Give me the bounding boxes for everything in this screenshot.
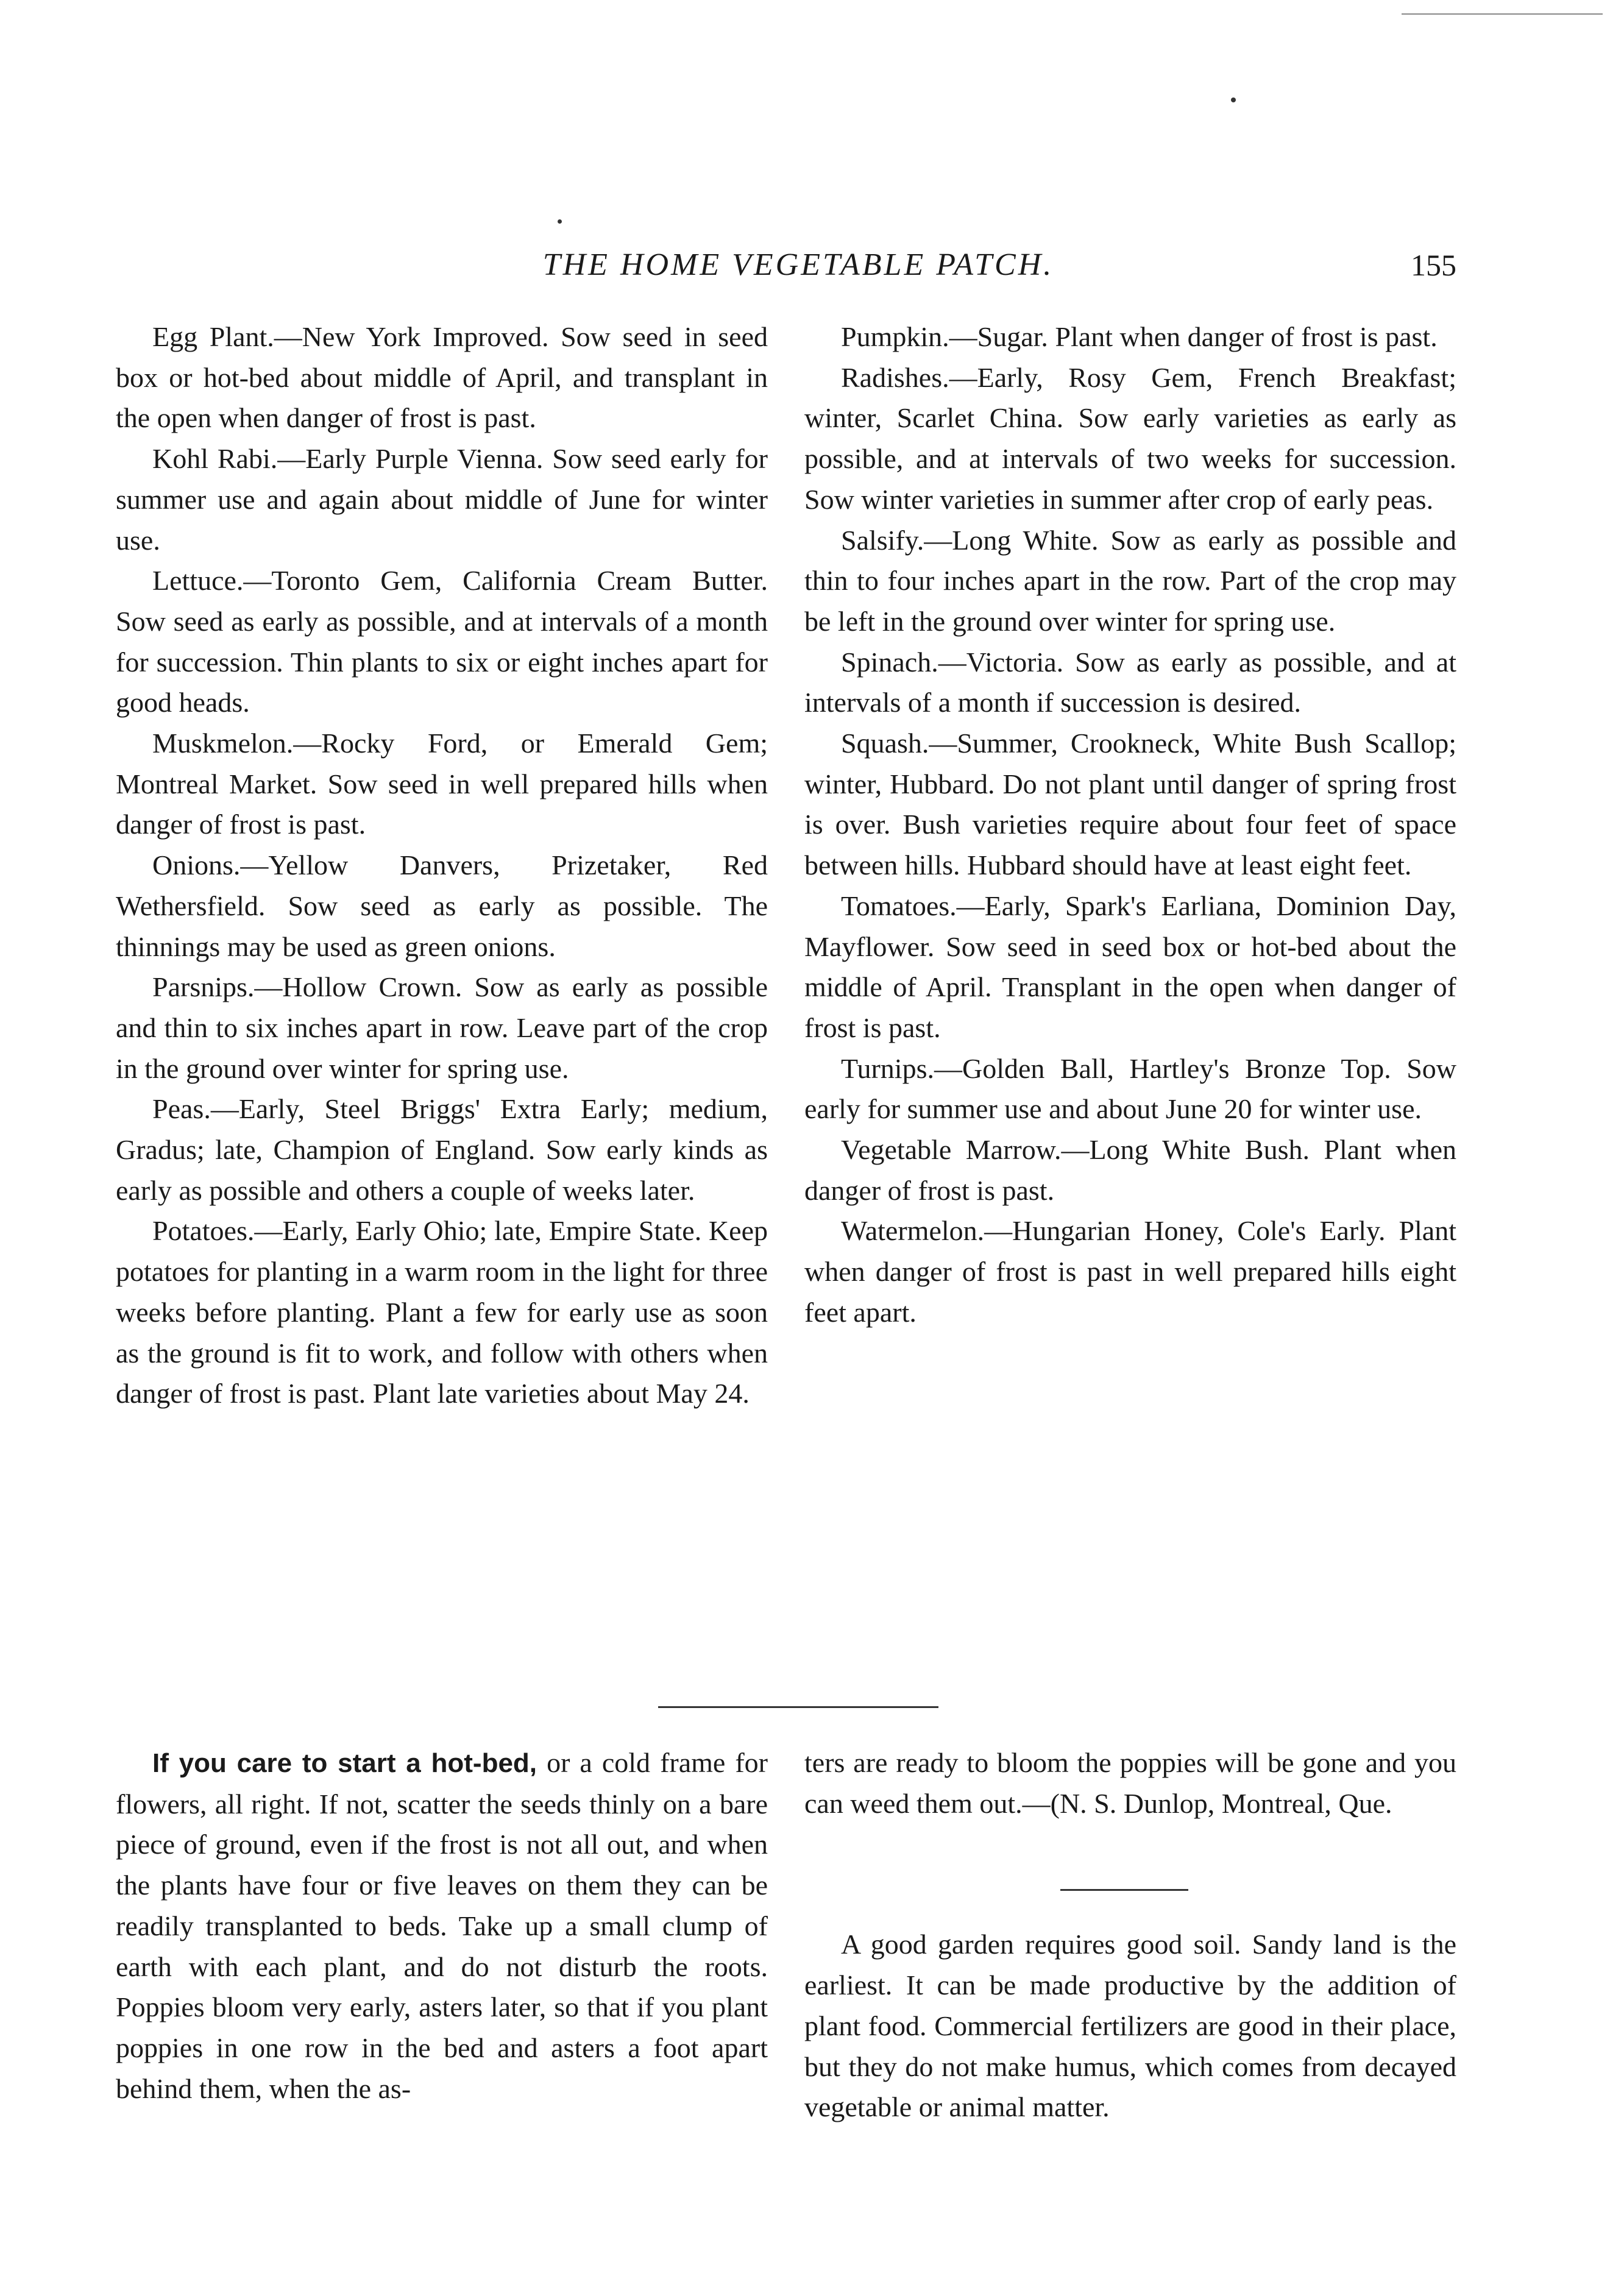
hotbed-body: or a cold frame for flowers, all right. If not, scatter the seeds thinly on a bare piece of ground, even if the frost is not all out, and when the plants have four or five leaves on them they can be readily transplanted to beds. Take up a small clump of earth with each plant, and do not disturb the roots. Poppies bloom very early, asters later, so that if you plant poppies in one row in the bed and asters a foot apart behind them, when the as- [116,1747,768,2104]
entry-peas: Peas.—Early, Steel Briggs' Extra Early; medium, Gradus; late, Champion of England. Sow early kinds as early as possible and others a couple of weeks later. [116,1093,768,1206]
entry-parsnips: Parsnips.—Hollow Crown. Sow as early as possible and thin to six inches apart in row. Leave part of the crop in the ground over winter for spring use. [116,971,768,1084]
soil-note: A good garden requires good soil. Sandy land is the earliest. It can be made productive by the addition of plant food. Commercial fertilizers are good in their place, but they do not make humus, which comes from decayed vegetable or animal matter. [804,1929,1456,2123]
ink-speck [1231,97,1236,102]
note-divider [1060,1889,1188,1891]
entry-turnips: Turnips.—Golden Ball, Hartley's Bronze Top. Sow early for summer use and about June 20 for winter use. [804,1052,1456,1125]
right-column-top [804,317,1456,1333]
left-column-top [116,317,768,1414]
hotbed-note [116,1743,768,2109]
entry-watermelon: Watermelon.—Hungarian Honey, Cole's Early. Plant when danger of frost is past in well prepared hills eight feet apart. [804,1215,1456,1328]
corner-rule [1402,13,1603,15]
entry-squash: Squash.—Summer, Crookneck, White Bush Scallop; winter, Hubbard. Do not plant until danger of spring frost is over. Bush varieties require about four feet of space between hills. Hubbard should have at least eight feet. [804,728,1456,881]
page-number: 155 [1411,248,1456,282]
ink-speck [558,219,562,224]
hotbed-lead-in: If you care to start a hot-bed, [152,1748,537,1778]
entry-lettuce: Lettuce.—Toronto Gem, California Cream Butter. Sow seed as early as possible, and at intervals of a month for succession. Thin plants to six or eight inches apart for good heads. [116,565,768,718]
hotbed-paragraph [116,1743,768,2109]
entry-onions: Onions.—Yellow Danvers, Prizetaker, Red Wethersfield. Sow seed as early as possible. The thinnings may be used as green onions. [116,849,768,962]
hotbed-continued: ters are ready to bloom the poppies will be gone and you can weed them out.—(N. S. Dunlop, Montreal, Que. [804,1747,1456,1819]
entry-egg-plant: Egg Plant.—New York Improved. Sow seed in seed box or hot-bed about middle of April, and transplant in the open when danger of frost is past. [116,321,768,434]
running-title: THE HOME VEGETABLE PATCH. [542,247,1054,282]
entry-spinach: Spinach.—Victoria. Sow as early as possible, and at intervals of a month if succession is desired. [804,646,1456,718]
entry-potatoes: Potatoes.—Early, Early Ohio; late, Empire State. Keep potatoes for planting in a warm room in the light for three weeks before planting. Plant a few for early use as soon as the ground is fit to work, and follow with others when danger of frost is past. Plant late varieties about May 24. [116,1215,768,1409]
entry-kohl-rabi: Kohl Rabi.—Early Purple Vienna. Sow seed early for summer use and again about middle of June for winter use. [116,443,768,556]
entry-salsify: Salsify.—Long White. Sow as early as possible and thin to four inches apart in the row. Part of the crop may be left in the ground over winter for spring use. [804,524,1456,637]
entry-muskmelon: Muskmelon.—Rocky Ford, or Emerald Gem; Montreal Market. Sow seed in well prepared hills when danger of frost is past. [116,728,768,840]
entry-vegetable-marrow: Vegetable Marrow.—Long White Bush. Plant when danger of frost is past. [804,1134,1456,1206]
section-divider [658,1706,938,1708]
entry-pumpkin: Pumpkin.—Sugar. Plant when danger of frost is past. [841,321,1438,352]
entry-radishes: Radishes.—Early, Rosy Gem, French Breakfast; winter, Scarlet China. Sow early varieties as early as possible, and at intervals of two weeks for succession. Sow winter varieties in summer after crop of early peas. [804,361,1456,515]
entry-tomatoes: Tomatoes.—Early, Spark's Earliana, Dominion Day, Mayflower. Sow seed in seed box or hot-bed about the middle of April. Transplant in the open when danger of frost is past. [804,890,1456,1043]
right-column-bottom [804,1743,1456,2128]
page-header [116,241,1481,289]
